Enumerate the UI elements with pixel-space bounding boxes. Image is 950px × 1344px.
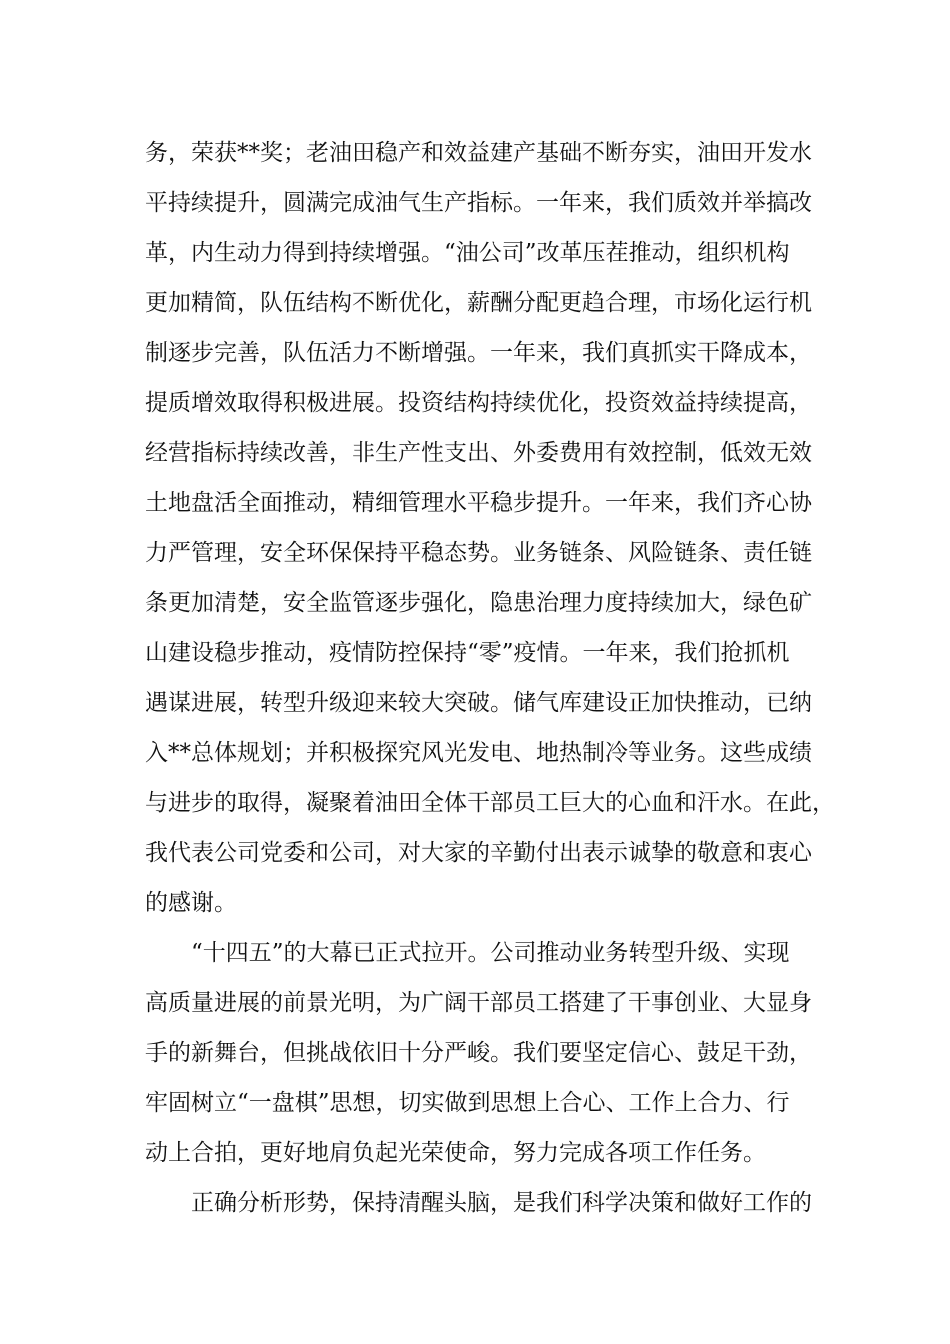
text-line: 遇谋进展，转型升级迎来较大突破。储气库建设正加快推动，已纳	[145, 690, 812, 716]
text-line: 高质量进展的前景光明，为广阔干部员工搭建了干事创业、大显身	[145, 990, 812, 1016]
text-line: 正确分析形势，保持清醒头脑，是我们科学决策和做好工作的	[145, 1190, 812, 1216]
text-line: 山建设稳步推动，疫情防控保持“零”疫情。一年来，我们抢抓机	[145, 640, 790, 666]
text-line: 与进步的取得，凝聚着油田全体干部员工巨大的心血和汗水。在此，	[145, 790, 835, 816]
text-line: 动上合拍，更好地肩负起光荣使命，努力完成各项工作任务。	[145, 1140, 766, 1166]
body-text	[145, 128, 835, 1228]
text-line: 土地盘活全面推动，精细管理水平稳步提升。一年来，我们齐心协	[145, 490, 812, 516]
text-line: 提质增效取得积极进展。投资结构持续优化，投资效益持续提高，	[145, 390, 812, 416]
text-line: 我代表公司党委和公司，对大家的辛勤付出表示诚挚的敬意和衷心	[145, 840, 812, 866]
text-line: 经营指标持续改善，非生产性支出、外委费用有效控制，低效无效	[145, 440, 812, 466]
text-line: 手的新舞台，但挑战依旧十分严峻。我们要坚定信心、鼓足干劲，	[145, 1040, 812, 1066]
text-line: 制逐步完善，队伍活力不断增强。一年来，我们真抓实干降成本，	[145, 340, 812, 366]
text-line: 力严管理，安全环保保持平稳态势。业务链条、风险链条、责任链	[145, 540, 812, 566]
text-line: 务，荣获**奖；老油田稳产和效益建产基础不断夯实，油田开发水	[145, 140, 812, 166]
text-line: 条更加清楚，安全监管逐步强化，隐患治理力度持续加大，绿色矿	[145, 590, 812, 616]
text-line: 牢固树立“一盘棋”思想，切实做到思想上合心、工作上合力、行	[145, 1090, 790, 1116]
text-line: 的感谢。	[145, 890, 237, 916]
text-line: 更加精简，队伍结构不断优化，薪酬分配更趋合理，市场化运行机	[145, 290, 812, 316]
text-line: “十四五”的大幕已正式拉开。公司推动业务转型升级、实现	[145, 940, 790, 966]
text-line: 入**总体规划；并积极探究风光发电、地热制冷等业务。这些成绩	[145, 740, 812, 766]
text-line: 革，内生动力得到持续增强。“油公司”改革压茬推动，组织机构	[145, 240, 790, 266]
text-line: 平持续提升，圆满完成油气生产指标。一年来，我们质效并举搞改	[145, 190, 812, 216]
